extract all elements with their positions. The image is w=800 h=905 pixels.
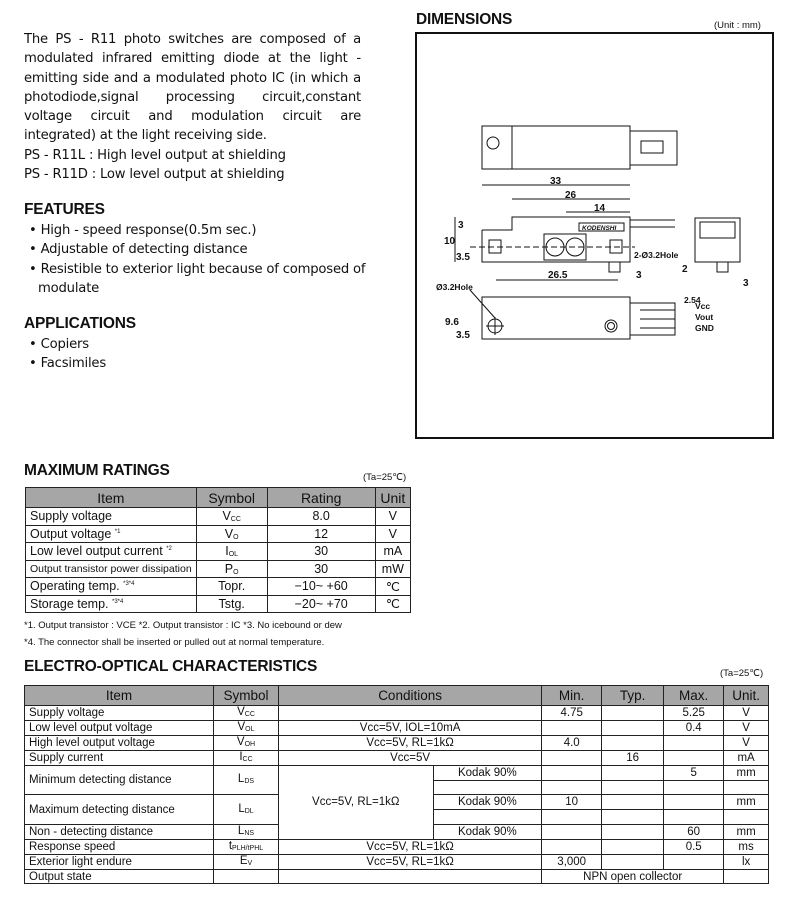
symbol: V — [236, 736, 245, 748]
typ-cell — [602, 839, 664, 854]
max-cell: 60 — [664, 824, 724, 839]
symbol-cell — [214, 706, 279, 721]
symbol-subscript: CC — [230, 516, 241, 524]
pin-vcc: Vcc — [695, 301, 711, 311]
dim-3b: 3 — [636, 270, 642, 281]
symbol-subscript: V — [247, 859, 253, 867]
item-cell — [26, 525, 197, 543]
item-cell — [26, 543, 197, 561]
conditions-cell — [279, 869, 542, 884]
value-cell: NPN open collector — [542, 869, 724, 884]
conditions-cell — [279, 706, 542, 721]
max-cell: 0.5 — [664, 839, 724, 854]
typ-cell — [602, 824, 664, 839]
pin-vout: Vout — [695, 312, 714, 322]
col-header: Item — [26, 488, 197, 508]
marking-logo: KODENSHI — [582, 225, 617, 232]
dim-3c: 3 — [743, 278, 749, 289]
symbol-cell — [214, 839, 279, 854]
table-row — [26, 508, 411, 526]
dimensions-drawing — [0, 0, 800, 450]
symbol-cell — [214, 751, 279, 766]
dim-hole-2: 2-Ø3.2Hole — [634, 250, 679, 260]
symbol-cell — [214, 854, 279, 869]
typ-cell — [602, 736, 664, 751]
max-ratings-title: MAXIMUM RATINGS — [24, 462, 170, 479]
target-cell: Kodak 90% — [433, 824, 542, 839]
dim-26: 26 — [565, 190, 577, 201]
target-cell: Kodak 90% — [433, 795, 542, 810]
table-row — [25, 751, 769, 766]
dim-10: 10 — [444, 236, 456, 247]
dim-2-54: 2.54 — [684, 295, 701, 305]
conditions-cell: Vcc=5V — [279, 751, 542, 766]
table-row — [26, 525, 411, 543]
unit-cell: V — [375, 525, 410, 543]
unit-cell — [724, 869, 769, 884]
dim-14: 14 — [594, 203, 606, 214]
symbol: V — [237, 706, 245, 718]
col-header: Max. — [664, 686, 724, 706]
symbol: I — [225, 544, 229, 559]
feature-item: • High - speed response(0.5m sec.) — [24, 221, 369, 240]
blank-cell — [724, 810, 769, 825]
table-row — [25, 854, 769, 869]
item-cell: Minimum detecting distance — [25, 766, 214, 795]
symbol: L — [238, 802, 245, 815]
symbol: Topr. — [218, 579, 246, 594]
table-row — [26, 560, 411, 578]
table-row — [25, 869, 769, 884]
variant-d: PS - R11D : Low level output at shielding — [24, 167, 285, 183]
max-ratings-condition: (Ta=25℃) — [363, 472, 407, 483]
unit-cell: mA — [724, 751, 769, 766]
symbol-subscript: OL — [228, 551, 239, 559]
dim-3-5b: 3.5 — [456, 330, 470, 341]
symbol-subscript: DL — [244, 807, 254, 815]
blank-cell — [542, 810, 602, 825]
rating-cell: −10~ +60 — [267, 578, 375, 596]
unit-cell: V — [375, 508, 410, 526]
table-header-row — [25, 686, 769, 706]
symbol-subscript: PLH/tPHL — [232, 844, 264, 852]
blank-cell — [664, 780, 724, 795]
electro-condition: (Ta=25℃) — [720, 668, 764, 679]
footnote: *4. The connector shall be inserted or pulled out at normal temperature. — [24, 637, 325, 648]
table-row — [25, 721, 769, 736]
dim-3-5: 3.5 — [456, 252, 470, 263]
conditions-cell: Vcc=5V, RL=1kΩ — [279, 766, 434, 840]
min-cell: 4.0 — [542, 736, 602, 751]
max-ratings-table — [25, 487, 411, 613]
blank-cell — [433, 810, 542, 825]
item-cell — [26, 595, 197, 613]
table-row — [26, 578, 411, 596]
conditions-cell: Vcc=5V, IOL=10mA — [279, 721, 542, 736]
max-cell: 0.4 — [664, 721, 724, 736]
rating-cell: 12 — [267, 525, 375, 543]
item-cell: Response speed — [25, 839, 214, 854]
unit-cell: mW — [375, 560, 410, 578]
symbol-cell — [214, 795, 279, 824]
item-label: Operating temp. — [30, 579, 120, 594]
blank-cell — [602, 810, 664, 825]
conditions-cell: Vcc=5V, RL=1kΩ — [279, 736, 542, 751]
symbol-subscript: DS — [244, 778, 255, 786]
target-cell: Kodak 90% — [433, 766, 542, 781]
symbol: E — [239, 854, 248, 867]
unit-cell: V — [724, 706, 769, 721]
rating-cell: −20~ +70 — [267, 595, 375, 613]
symbol-cell — [196, 543, 267, 561]
item-cell: Output state — [25, 869, 214, 884]
footnote-ref: *3*4 — [123, 581, 135, 588]
rating-cell: 30 — [267, 560, 375, 578]
blank-cell — [433, 780, 542, 795]
symbol: I — [239, 751, 243, 763]
unit-cell: lx — [724, 854, 769, 869]
typ-cell: 16 — [602, 751, 664, 766]
min-cell: 4.75 — [542, 706, 602, 721]
symbol-subscript: CC — [244, 711, 255, 718]
max-cell: 5.25 — [664, 706, 724, 721]
max-cell: 5 — [664, 766, 724, 781]
dim-2: 2 — [682, 264, 688, 275]
variant-l: PS - R11L : High level output at shielding — [24, 147, 286, 163]
max-ratings-notes — [24, 617, 342, 651]
symbol-subscript: O — [233, 568, 239, 576]
rating-cell: 8.0 — [267, 508, 375, 526]
symbol-cell — [214, 736, 279, 751]
bottom-view — [470, 290, 675, 339]
symbol: V — [224, 526, 234, 541]
table-row — [25, 736, 769, 751]
item-label: Supply voltage — [30, 509, 113, 524]
conditions-cell: Vcc=5V, RL=1kΩ — [279, 854, 542, 869]
typ-cell — [602, 795, 664, 810]
electro-table — [24, 685, 769, 884]
col-header: Typ. — [602, 686, 664, 706]
col-header: Unit. — [724, 686, 769, 706]
table-header-row — [26, 488, 411, 508]
footnote-ref: *3*4 — [112, 598, 124, 605]
electro-title: ELECTRO-OPTICAL CHARACTERISTICS — [24, 658, 318, 675]
symbol-subscript: O — [233, 533, 239, 541]
min-cell — [542, 824, 602, 839]
symbol-cell — [214, 766, 279, 795]
item-cell: Non - detecting distance — [25, 824, 214, 839]
footnote-ref: *2 — [166, 546, 172, 553]
item-cell: Supply voltage — [25, 706, 214, 721]
typ-cell — [602, 854, 664, 869]
top-view — [482, 126, 677, 169]
symbol-cell — [196, 595, 267, 613]
symbol-subscript: NS — [244, 829, 255, 837]
max-cell — [664, 736, 724, 751]
symbol: Tstg. — [218, 596, 245, 611]
symbol-cell — [196, 560, 267, 578]
col-header: Symbol — [214, 686, 279, 706]
side-view — [695, 218, 740, 272]
min-cell — [542, 721, 602, 736]
pin-gnd: GND — [695, 323, 714, 333]
max-cell — [664, 795, 724, 810]
symbol: V — [222, 509, 231, 524]
table-row — [26, 543, 411, 561]
col-header: Symbol — [196, 488, 267, 508]
unit-cell: mm — [724, 795, 769, 810]
unit-cell: ms — [724, 839, 769, 854]
footnote-ref: *1 — [114, 528, 121, 535]
application-item: • Facsimiles — [24, 354, 136, 373]
dim-33: 33 — [550, 176, 562, 187]
min-cell — [542, 766, 602, 781]
intro-paragraph: The PS - R11 photo switches are composed of a modulated infrared emitting diode at the light - emitting side and a modulated photo IC (in which a photodiode,signal processing circuit,constant voltage circuit and modulation circuit are integrated) at the light receiving side. — [24, 32, 361, 144]
blank-cell — [602, 780, 664, 795]
features-title: FEATURES — [24, 201, 105, 218]
blank-cell — [724, 780, 769, 795]
item-label: Storage temp. — [30, 596, 109, 611]
unit-cell: ℃ — [375, 595, 410, 613]
dim-3: 3 — [458, 220, 464, 231]
symbol-subscript: OH — [244, 741, 256, 748]
table-row — [25, 839, 769, 854]
feature-item: • Resistible to exterior light because of composed of modulate — [24, 260, 369, 299]
item-cell — [26, 578, 197, 596]
symbol: P — [224, 561, 234, 576]
col-header: Item — [25, 686, 214, 706]
dim-26-5: 26.5 — [548, 270, 568, 281]
item-label: Output voltage — [30, 526, 112, 541]
item-cell — [26, 560, 197, 578]
col-header: Conditions — [279, 686, 542, 706]
table-row — [25, 766, 769, 781]
typ-cell — [602, 721, 664, 736]
item-cell — [26, 508, 197, 526]
dimensions-title: DIMENSIONS — [416, 11, 513, 28]
symbol: L — [237, 824, 245, 837]
typ-cell — [602, 706, 664, 721]
item-label: Output transistor power dissipation — [30, 562, 192, 575]
typ-cell — [602, 766, 664, 781]
max-cell — [664, 854, 724, 869]
symbol-cell — [214, 824, 279, 839]
symbol-subscript: CC — [242, 756, 253, 763]
table-row — [25, 706, 769, 721]
min-cell: 10 — [542, 795, 602, 810]
item-cell: Maximum detecting distance — [25, 795, 214, 824]
symbol-subscript: OL — [245, 726, 255, 733]
unit-cell: V — [724, 736, 769, 751]
col-header: Rating — [267, 488, 375, 508]
max-cell — [664, 751, 724, 766]
applications-title: APPLICATIONS — [24, 315, 136, 332]
feature-item: • Adjustable of detecting distance — [24, 240, 369, 259]
symbol: L — [237, 773, 245, 786]
blank-cell — [664, 810, 724, 825]
unit-cell: V — [724, 721, 769, 736]
col-header: Unit — [375, 488, 410, 508]
min-cell — [542, 839, 602, 854]
item-cell: Supply current — [25, 751, 214, 766]
unit-cell: mm — [724, 824, 769, 839]
dim-hole: Ø3.2Hole — [436, 282, 473, 292]
symbol-cell — [196, 508, 267, 526]
dimensions-unit: (Unit : mm) — [714, 20, 761, 31]
min-cell — [542, 751, 602, 766]
item-label: Low level output current — [30, 544, 163, 559]
unit-cell: ℃ — [375, 578, 410, 596]
application-item: • Copiers — [24, 335, 136, 354]
item-cell: High level output voltage — [25, 736, 214, 751]
symbol: t — [228, 839, 233, 852]
symbol-cell — [214, 721, 279, 736]
min-cell: 3,000 — [542, 854, 602, 869]
rating-cell: 30 — [267, 543, 375, 561]
blank-cell — [542, 780, 602, 795]
unit-cell: mA — [375, 543, 410, 561]
table-row — [26, 595, 411, 613]
unit-cell: mm — [724, 766, 769, 781]
col-header: Min. — [542, 686, 602, 706]
footnote: *1. Output transistor : VCE *2. Output transistor : IC *3. No icebound or dew — [24, 620, 342, 631]
conditions-cell: Vcc=5V, RL=1kΩ — [279, 839, 542, 854]
symbol-cell — [196, 578, 267, 596]
symbol-cell — [196, 525, 267, 543]
symbol-cell — [214, 869, 279, 884]
symbol: V — [237, 721, 246, 733]
item-cell: Low level output voltage — [25, 721, 214, 736]
dim-9-6: 9.6 — [445, 317, 459, 328]
item-cell: Exterior light endure — [25, 854, 214, 869]
